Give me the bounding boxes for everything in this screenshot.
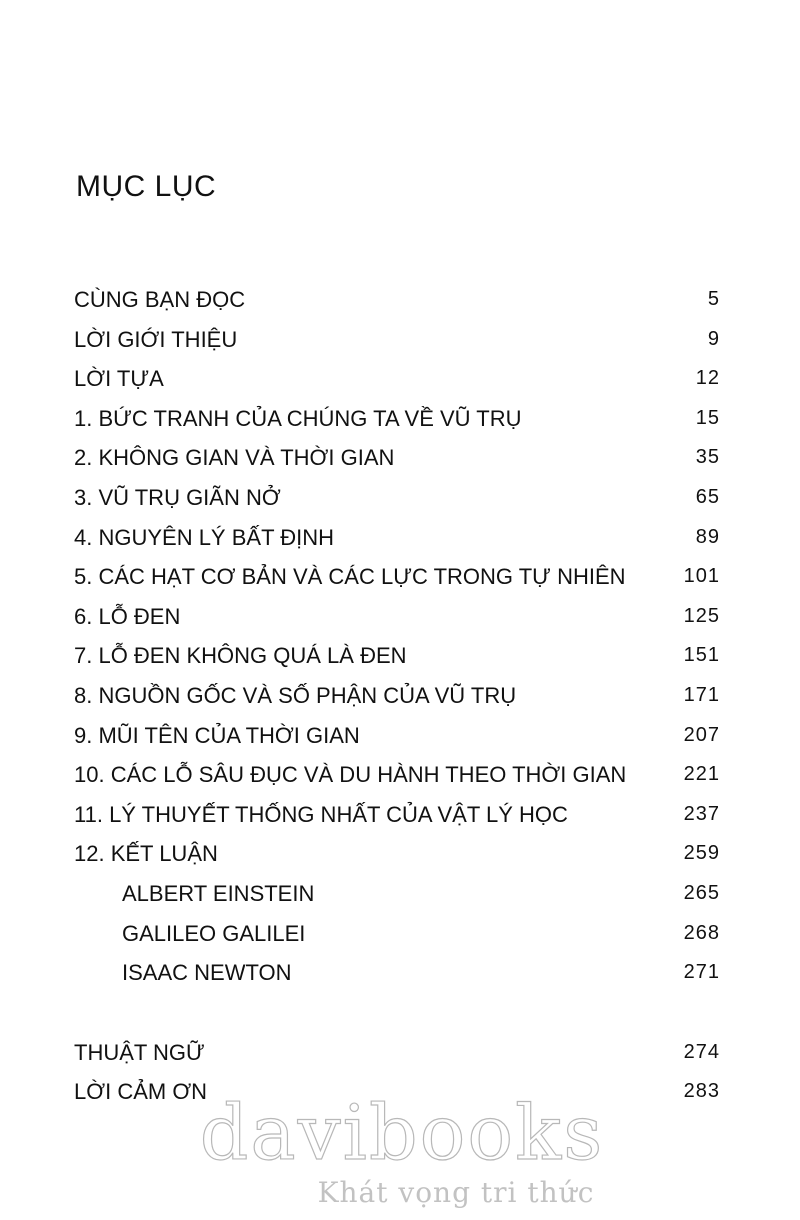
toc-appendix-title: GALILEO GALILEI xyxy=(122,920,306,946)
toc-entry xyxy=(74,834,722,874)
toc-entry-page: 9 xyxy=(707,327,720,350)
toc-entry-page: 12 xyxy=(695,367,720,390)
toc-entry-title: CÙNG BẠN ĐỌC xyxy=(74,287,246,312)
toc-entry-page: 89 xyxy=(695,525,720,548)
toc-entry-page: 65 xyxy=(695,485,720,508)
toc-back-matter-entry xyxy=(74,1072,722,1112)
toc-entry xyxy=(74,557,722,597)
watermark-tagline: Khát vọng tri thức xyxy=(317,1176,595,1209)
toc-entry-title: 8. NGUỒN GỐC VÀ SỐ PHẬN CỦA VŨ TRỤ xyxy=(74,682,517,708)
toc-back-matter-page: 274 xyxy=(683,1040,720,1063)
toc-entry-page: 151 xyxy=(683,644,720,667)
toc-back-matter-title: LỜI CẢM ƠN xyxy=(74,1079,208,1105)
toc-entry xyxy=(74,518,722,558)
toc-entry-title: 1. BỨC TRANH CỦA CHÚNG TA VỀ VŨ TRỤ xyxy=(74,405,522,431)
toc-entry xyxy=(74,716,722,756)
toc-appendix-page: 268 xyxy=(683,921,720,944)
toc-entry-page: 101 xyxy=(683,565,720,588)
toc-entry xyxy=(74,320,722,360)
toc-appendix-entry xyxy=(74,914,722,954)
page-title: MỤC LỤC xyxy=(76,170,217,203)
toc-entry xyxy=(74,795,722,835)
toc-entry-title: 6. LỖ ĐEN xyxy=(74,603,181,629)
table-of-contents xyxy=(74,280,722,1112)
toc-entry-page: 125 xyxy=(683,604,720,627)
toc-entry xyxy=(74,597,722,637)
toc-entry-title: 7. LỖ ĐEN KHÔNG QUÁ LÀ ĐEN xyxy=(74,643,407,669)
toc-entry-title: 10. CÁC LỖ SÂU ĐỤC VÀ DU HÀNH THEO THỜI GIAN xyxy=(74,762,627,788)
toc-appendix-page: 265 xyxy=(683,881,720,904)
toc-entry-page: 237 xyxy=(683,802,720,825)
toc-appendix-entry xyxy=(74,874,722,914)
toc-entry-page: 35 xyxy=(695,446,720,469)
toc-entry-page: 221 xyxy=(683,763,720,786)
toc-entry-page: 171 xyxy=(683,683,720,706)
toc-entry-page: 5 xyxy=(707,288,720,310)
toc-entry xyxy=(74,280,722,320)
toc-entry-title: 5. CÁC HẠT CƠ BẢN VÀ CÁC LỰC TRONG TỰ NHIÊN xyxy=(74,564,626,590)
toc-entry-title: LỜI TỰA xyxy=(74,366,164,392)
toc-entry-title: 3. VŨ TRỤ GIÃN NỞ xyxy=(74,484,281,510)
toc-entry-title: 9. MŨI TÊN CỦA THỜI GIAN xyxy=(74,722,360,748)
toc-entry-title: LỜI GIỚI THIỆU xyxy=(74,326,238,352)
toc-entry-title: 11. LÝ THUYẾT THỐNG NHẤT CỦA VẬT LÝ HỌC xyxy=(74,801,568,827)
toc-entry-page: 15 xyxy=(695,406,720,429)
toc-entry-title: 12. KẾT LUẬN xyxy=(74,841,218,867)
toc-entry-page: 259 xyxy=(683,842,720,865)
watermark-brand: davibooks xyxy=(199,1088,605,1177)
section-spacer xyxy=(74,993,722,1033)
toc-entry xyxy=(74,755,722,795)
toc-entry xyxy=(74,359,722,399)
toc-entry xyxy=(74,636,722,676)
toc-appendix-title: ALBERT EINSTEIN xyxy=(122,880,315,906)
toc-appendix-entry xyxy=(74,953,722,993)
toc-entry xyxy=(74,438,722,478)
toc-appendix-title: ISAAC NEWTON xyxy=(122,960,292,986)
toc-entry-page: 207 xyxy=(683,723,720,746)
toc-entry xyxy=(74,399,722,439)
toc-back-matter-entry xyxy=(74,1033,722,1073)
toc-entry xyxy=(74,676,722,716)
toc-back-matter-title: THUẬT NGỮ xyxy=(74,1039,205,1065)
toc-entry-title: 2. KHÔNG GIAN VÀ THỜI GIAN xyxy=(74,445,395,471)
toc-entry-title: 4. NGUYÊN LÝ BẤT ĐỊNH xyxy=(74,524,334,550)
toc-entry xyxy=(74,478,722,518)
toc-appendix-page: 271 xyxy=(683,961,720,984)
toc-back-matter-page: 283 xyxy=(683,1080,720,1103)
